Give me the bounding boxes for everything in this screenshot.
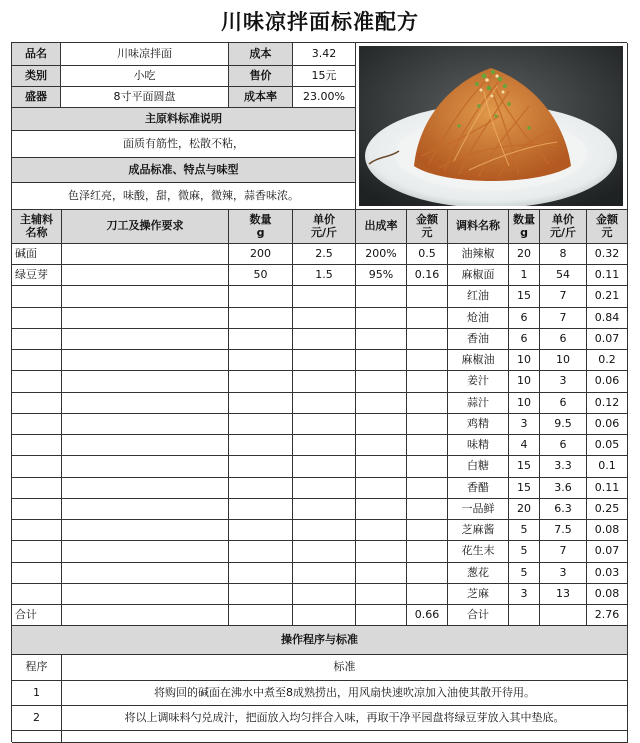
ingredient-name-cell: 绿豆芽 <box>12 265 62 286</box>
ingredient-unit-price-cell <box>293 350 356 371</box>
ingredient-process-cell <box>62 350 229 371</box>
seasoning-amount-cell: 0.06 <box>587 414 628 435</box>
product-standard-text: 色泽红亮，味酸，甜，微麻，微辣，蒜香味浓。 <box>12 183 356 210</box>
ingredient-yield-cell <box>356 456 407 478</box>
ingredient-qty-cell <box>229 371 293 393</box>
col-header-name: 主辅料 名称 <box>12 210 62 244</box>
info-category: 小吃 <box>61 66 229 87</box>
seasoning-amount-cell: 0.06 <box>587 371 628 393</box>
ingredient-amount-cell <box>407 456 448 478</box>
seasoning-unit-price-cell: 3.3 <box>540 456 587 478</box>
raw-material-heading: 主原料标准说明 <box>12 108 356 131</box>
ingredient-amount-cell: 0.5 <box>407 244 448 265</box>
ingredient-name-cell <box>12 329 62 350</box>
seasoning-name-cell: 麻椒油 <box>448 350 509 371</box>
procedure-step-header: 程序 <box>12 655 62 681</box>
procedure-step-text: 将购回的碱面在沸水中煮至8成熟捞出，用风扇快速吹凉加入油使其散开待用。 <box>62 681 628 706</box>
ingredient-name-cell <box>12 478 62 499</box>
info-price-label: 售价 <box>229 66 293 87</box>
seasoning-qty-cell: 5 <box>509 563 540 584</box>
seasoning-col-header-name: 调料名称 <box>448 210 509 244</box>
ingredient-yield-cell <box>356 499 407 520</box>
seasoning-amount-cell: 0.11 <box>587 478 628 499</box>
ingredient-name-cell <box>12 520 62 541</box>
seasoning-amount-cell: 0.2 <box>587 350 628 371</box>
col-header-amount: 金额 元 <box>407 210 448 244</box>
ingredient-qty-cell <box>229 329 293 350</box>
ingredient-qty-cell <box>229 563 293 584</box>
ingredient-unit-price-cell <box>293 329 356 350</box>
main-total-amount: 0.66 <box>407 605 448 626</box>
ingredient-process-cell <box>62 478 229 499</box>
seasoning-unit-price-cell: 3.6 <box>540 478 587 499</box>
ingredient-yield-cell: 95% <box>356 265 407 286</box>
seasoning-qty-cell: 20 <box>509 499 540 520</box>
seasoning-name-cell: 姜汁 <box>448 371 509 393</box>
seasoning-amount-cell: 0.08 <box>587 520 628 541</box>
ingredient-amount-cell <box>407 371 448 393</box>
info-cost-label: 成本 <box>229 43 293 66</box>
seasoning-amount-cell: 0.1 <box>587 456 628 478</box>
ingredient-yield-cell <box>356 308 407 329</box>
ingredient-process-cell <box>62 541 229 563</box>
ingredient-process-cell <box>62 435 229 456</box>
seasoning-amount-cell: 0.07 <box>587 329 628 350</box>
ingredient-name-cell <box>12 435 62 456</box>
seasoning-amount-cell: 0.05 <box>587 435 628 456</box>
ingredient-qty-cell <box>229 456 293 478</box>
ingredient-yield-cell <box>356 435 407 456</box>
seasoning-qty-cell: 5 <box>509 520 540 541</box>
ingredient-amount-cell <box>407 414 448 435</box>
ingredient-name-cell <box>12 584 62 605</box>
seasoning-name-cell: 香醋 <box>448 478 509 499</box>
procedure-step-number: 1 <box>12 681 62 706</box>
seasoning-total-amount: 2.76 <box>587 605 628 626</box>
ingredient-unit-price-cell <box>293 499 356 520</box>
ingredient-process-cell <box>62 286 229 308</box>
ingredient-amount-cell <box>407 435 448 456</box>
seasoning-amount-cell: 0.84 <box>587 308 628 329</box>
ingredient-process-cell <box>62 371 229 393</box>
ingredient-unit-price-cell <box>293 371 356 393</box>
ingredient-process-cell <box>62 499 229 520</box>
seasoning-name-cell: 麻椒面 <box>448 265 509 286</box>
ingredient-name-cell <box>12 286 62 308</box>
ingredient-process-cell <box>62 520 229 541</box>
seasoning-amount-cell: 0.21 <box>587 286 628 308</box>
seasoning-amount-cell: 0.08 <box>587 584 628 605</box>
ingredient-amount-cell <box>407 563 448 584</box>
col-header-unit-price: 单价 元/斤 <box>293 210 356 244</box>
seasoning-unit-price-cell: 10 <box>540 350 587 371</box>
ingredient-yield-cell <box>356 393 407 414</box>
total-empty-cell <box>229 605 293 626</box>
info-vessel: 8寸平面圆盘 <box>61 87 229 108</box>
ingredient-process-cell <box>62 329 229 350</box>
ingredient-yield-cell: 200% <box>356 244 407 265</box>
seasoning-unit-price-cell: 3 <box>540 371 587 393</box>
ingredient-qty-cell <box>229 393 293 414</box>
procedure-heading: 操作程序与标准 <box>12 626 628 655</box>
total-empty-cell <box>540 605 587 626</box>
ingredient-amount-cell <box>407 393 448 414</box>
ingredient-qty-cell <box>229 350 293 371</box>
ingredient-yield-cell <box>356 371 407 393</box>
seasoning-qty-cell: 6 <box>509 308 540 329</box>
seasoning-name-cell: 芝麻 <box>448 584 509 605</box>
info-category-label: 类别 <box>12 66 61 87</box>
ingredient-process-cell <box>62 308 229 329</box>
seasoning-unit-price-cell: 8 <box>540 244 587 265</box>
noodle-dish-photo <box>359 46 623 206</box>
seasoning-unit-price-cell: 6 <box>540 329 587 350</box>
info-vessel-label: 盛器 <box>12 87 61 108</box>
ingredient-name-cell <box>12 563 62 584</box>
seasoning-unit-price-cell: 9.5 <box>540 414 587 435</box>
seasoning-unit-price-cell: 6 <box>540 393 587 414</box>
info-name-label: 品名 <box>12 43 61 66</box>
info-name: 川味凉拌面 <box>61 43 229 66</box>
product-standard-heading: 成品标准、特点与味型 <box>12 158 356 183</box>
seasoning-amount-cell: 0.07 <box>587 541 628 563</box>
procedure-empty-cell <box>12 731 62 743</box>
seasoning-amount-cell: 0.25 <box>587 499 628 520</box>
seasoning-col-header-qty: 数量 g <box>509 210 540 244</box>
ingredient-yield-cell <box>356 329 407 350</box>
ingredient-qty-cell <box>229 414 293 435</box>
ingredient-name-cell <box>12 393 62 414</box>
ingredient-amount-cell <box>407 520 448 541</box>
ingredient-name-cell <box>12 541 62 563</box>
ingredient-name-cell <box>12 308 62 329</box>
seasoning-col-header-unit-price: 单价 元/斤 <box>540 210 587 244</box>
ingredient-name-cell <box>12 456 62 478</box>
page-title: 川味凉拌面标准配方 <box>221 9 419 34</box>
ingredient-yield-cell <box>356 541 407 563</box>
ingredient-yield-cell <box>356 350 407 371</box>
seasoning-unit-price-cell: 7 <box>540 541 587 563</box>
ingredient-qty-cell: 50 <box>229 265 293 286</box>
raw-material-text: 面质有筋性，松散不粘， <box>12 131 356 158</box>
seasoning-unit-price-cell: 7 <box>540 308 587 329</box>
ingredient-process-cell <box>62 265 229 286</box>
ingredient-amount-cell <box>407 478 448 499</box>
ingredient-yield-cell <box>356 584 407 605</box>
info-cost-rate-label: 成本率 <box>229 87 293 108</box>
seasoning-qty-cell: 20 <box>509 244 540 265</box>
seasoning-qty-cell: 15 <box>509 478 540 499</box>
procedure-standard-header: 标准 <box>62 655 628 681</box>
seasoning-name-cell: 白糖 <box>448 456 509 478</box>
seasoning-qty-cell: 3 <box>509 584 540 605</box>
ingredient-amount-cell <box>407 584 448 605</box>
ingredient-unit-price-cell <box>293 435 356 456</box>
col-header-qty: 数量 g <box>229 210 293 244</box>
seasoning-total-label: 合计 <box>448 605 509 626</box>
seasoning-unit-price-cell: 6.3 <box>540 499 587 520</box>
seasoning-col-header-amount: 金额 元 <box>587 210 628 244</box>
seasoning-unit-price-cell: 3 <box>540 563 587 584</box>
seasoning-name-cell: 红油 <box>448 286 509 308</box>
ingredient-yield-cell <box>356 286 407 308</box>
seasoning-qty-cell: 1 <box>509 265 540 286</box>
main-total-label: 合计 <box>12 605 62 626</box>
seasoning-unit-price-cell: 13 <box>540 584 587 605</box>
seasoning-qty-cell: 10 <box>509 350 540 371</box>
seasoning-qty-cell: 6 <box>509 329 540 350</box>
seasoning-name-cell: 一品鲜 <box>448 499 509 520</box>
ingredient-qty-cell <box>229 584 293 605</box>
procedure-empty-cell <box>62 731 628 743</box>
seasoning-name-cell: 味精 <box>448 435 509 456</box>
seasoning-qty-cell: 15 <box>509 456 540 478</box>
seasoning-amount-cell: 0.11 <box>587 265 628 286</box>
seasoning-unit-price-cell: 54 <box>540 265 587 286</box>
ingredient-qty-cell <box>229 478 293 499</box>
ingredient-unit-price-cell <box>293 520 356 541</box>
ingredient-unit-price-cell <box>293 478 356 499</box>
ingredient-qty-cell <box>229 541 293 563</box>
seasoning-amount-cell: 0.12 <box>587 393 628 414</box>
seasoning-name-cell: 鸡精 <box>448 414 509 435</box>
total-empty-cell <box>293 605 356 626</box>
total-empty-cell <box>62 605 229 626</box>
seasoning-amount-cell: 0.03 <box>587 563 628 584</box>
ingredient-amount-cell <box>407 308 448 329</box>
col-header-process: 刀工及操作要求 <box>62 210 229 244</box>
procedure-step-number: 2 <box>12 706 62 731</box>
ingredient-amount-cell <box>407 286 448 308</box>
ingredient-unit-price-cell <box>293 308 356 329</box>
ingredient-qty-cell <box>229 308 293 329</box>
seasoning-unit-price-cell: 7.5 <box>540 520 587 541</box>
ingredient-unit-price-cell <box>293 393 356 414</box>
seasoning-unit-price-cell: 6 <box>540 435 587 456</box>
seasoning-qty-cell: 10 <box>509 371 540 393</box>
ingredient-unit-price-cell <box>293 414 356 435</box>
ingredient-amount-cell <box>407 329 448 350</box>
ingredient-name-cell <box>12 371 62 393</box>
seasoning-qty-cell: 15 <box>509 286 540 308</box>
info-price: 15元 <box>293 66 356 87</box>
ingredient-yield-cell <box>356 563 407 584</box>
ingredient-unit-price-cell: 1.5 <box>293 265 356 286</box>
seasoning-unit-price-cell: 7 <box>540 286 587 308</box>
ingredient-process-cell <box>62 393 229 414</box>
col-header-yield: 出成率 <box>356 210 407 244</box>
seasoning-name-cell: 炝油 <box>448 308 509 329</box>
ingredient-unit-price-cell <box>293 563 356 584</box>
ingredient-qty-cell <box>229 499 293 520</box>
ingredient-yield-cell <box>356 478 407 499</box>
ingredient-process-cell <box>62 456 229 478</box>
info-cost: 3.42 <box>293 43 356 66</box>
seasoning-qty-cell: 4 <box>509 435 540 456</box>
seasoning-qty-cell: 3 <box>509 414 540 435</box>
ingredient-process-cell <box>62 244 229 265</box>
ingredient-name-cell: 碱面 <box>12 244 62 265</box>
procedure-step-text: 将以上调味料勺兑成汁，把面放入均匀拌合入味，再取干净平园盘将绿豆芽放入其中垫底。 <box>62 706 628 731</box>
info-cost-rate: 23.00% <box>293 87 356 108</box>
seasoning-name-cell: 香油 <box>448 329 509 350</box>
seasoning-qty-cell: 10 <box>509 393 540 414</box>
ingredient-amount-cell <box>407 350 448 371</box>
ingredient-amount-cell <box>407 499 448 520</box>
ingredient-unit-price-cell: 2.5 <box>293 244 356 265</box>
ingredient-qty-cell <box>229 520 293 541</box>
total-empty-cell <box>509 605 540 626</box>
ingredient-unit-price-cell <box>293 456 356 478</box>
ingredient-process-cell <box>62 563 229 584</box>
ingredient-qty-cell <box>229 435 293 456</box>
ingredient-unit-price-cell <box>293 584 356 605</box>
seasoning-name-cell: 花生末 <box>448 541 509 563</box>
ingredient-name-cell <box>12 414 62 435</box>
ingredient-qty-cell <box>229 286 293 308</box>
ingredient-unit-price-cell <box>293 286 356 308</box>
seasoning-qty-cell: 5 <box>509 541 540 563</box>
ingredient-unit-price-cell <box>293 541 356 563</box>
ingredient-yield-cell <box>356 414 407 435</box>
ingredient-process-cell <box>62 584 229 605</box>
ingredient-yield-cell <box>356 520 407 541</box>
seasoning-name-cell: 蒜汁 <box>448 393 509 414</box>
ingredient-amount-cell: 0.16 <box>407 265 448 286</box>
ingredient-qty-cell: 200 <box>229 244 293 265</box>
ingredient-process-cell <box>62 414 229 435</box>
seasoning-name-cell: 葱花 <box>448 563 509 584</box>
seasoning-name-cell: 芝麻酱 <box>448 520 509 541</box>
seasoning-name-cell: 油辣椒 <box>448 244 509 265</box>
ingredient-name-cell <box>12 499 62 520</box>
ingredient-name-cell <box>12 350 62 371</box>
seasoning-amount-cell: 0.32 <box>587 244 628 265</box>
ingredient-amount-cell <box>407 541 448 563</box>
total-empty-cell <box>356 605 407 626</box>
noodle-photo-svg <box>359 46 623 206</box>
